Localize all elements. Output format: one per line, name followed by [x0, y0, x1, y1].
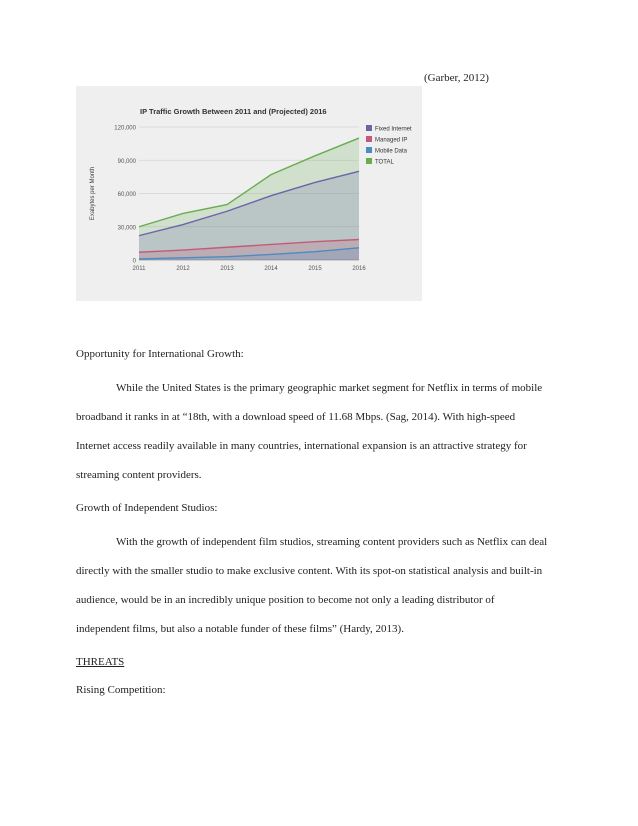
heading-international-growth: Opportunity for International Growth: — [76, 348, 244, 360]
legend-swatch — [366, 158, 372, 164]
heading-threats: THREATS — [76, 656, 125, 668]
y-tick-label: 30,000 — [117, 225, 136, 232]
ip-traffic-chart — [76, 86, 422, 301]
x-tick-label: 2011 — [132, 266, 146, 272]
paragraph-international-growth — [76, 374, 566, 490]
paragraph-independent-studios — [76, 528, 566, 644]
legend-label: Managed IP — [375, 137, 408, 144]
paragraph-line: Internet access readily available in many countries, international expansion is an attractive strategy for — [76, 440, 527, 452]
x-tick-label: 2014 — [264, 266, 278, 272]
x-tick-label: 2016 — [352, 266, 366, 272]
citation: (Garber, 2012) — [424, 72, 489, 84]
chart-svg — [76, 86, 422, 301]
legend-swatch — [366, 147, 372, 153]
y-tick-label: 90,000 — [117, 158, 136, 165]
paragraph-line: broadband it ranks in at “18th, with a download speed of 11.68 Mbps. (Sag, 2014). With high-speed — [76, 411, 516, 423]
paragraph-line: With the growth of independent film studios, streaming content providers such as Netflix can deal — [116, 536, 548, 548]
paragraph-line: While the United States is the primary geographic market segment for Netflix in terms of mobile — [116, 382, 543, 394]
legend-swatch — [366, 136, 372, 142]
legend-label: Fixed Internet — [375, 126, 412, 133]
paragraph-line: audience, would be in an incredibly unique position to become not only a leading distributor of — [76, 594, 495, 606]
legend-label: TOTAL — [375, 159, 394, 166]
y-tick-label: 60,000 — [117, 192, 136, 198]
x-tick-label: 2012 — [176, 266, 190, 272]
chart-title: IP Traffic Growth Between 2011 and (Projected) 2016 — [140, 107, 327, 116]
legend-label: Mobile Data — [375, 148, 408, 155]
heading-independent-studios: Growth of Independent Studios: — [76, 502, 218, 514]
heading-rising-competition: Rising Competition: — [76, 684, 166, 696]
x-tick-label: 2013 — [220, 266, 234, 272]
paragraph-line: streaming content providers. — [76, 469, 202, 481]
y-tick-label: 0 — [132, 258, 136, 265]
paragraph-line: independent films, but also a notable funder of these films” (Hardy, 2013). — [76, 623, 404, 635]
paragraph-line: directly with the smaller studio to make exclusive content. With its spot-on statistical analysis and built-in — [76, 565, 543, 577]
y-axis-label: Exabytes per Month — [90, 166, 96, 221]
legend-swatch — [366, 125, 372, 131]
y-tick-label: 120,000 — [114, 125, 136, 132]
x-tick-label: 2015 — [308, 266, 322, 272]
